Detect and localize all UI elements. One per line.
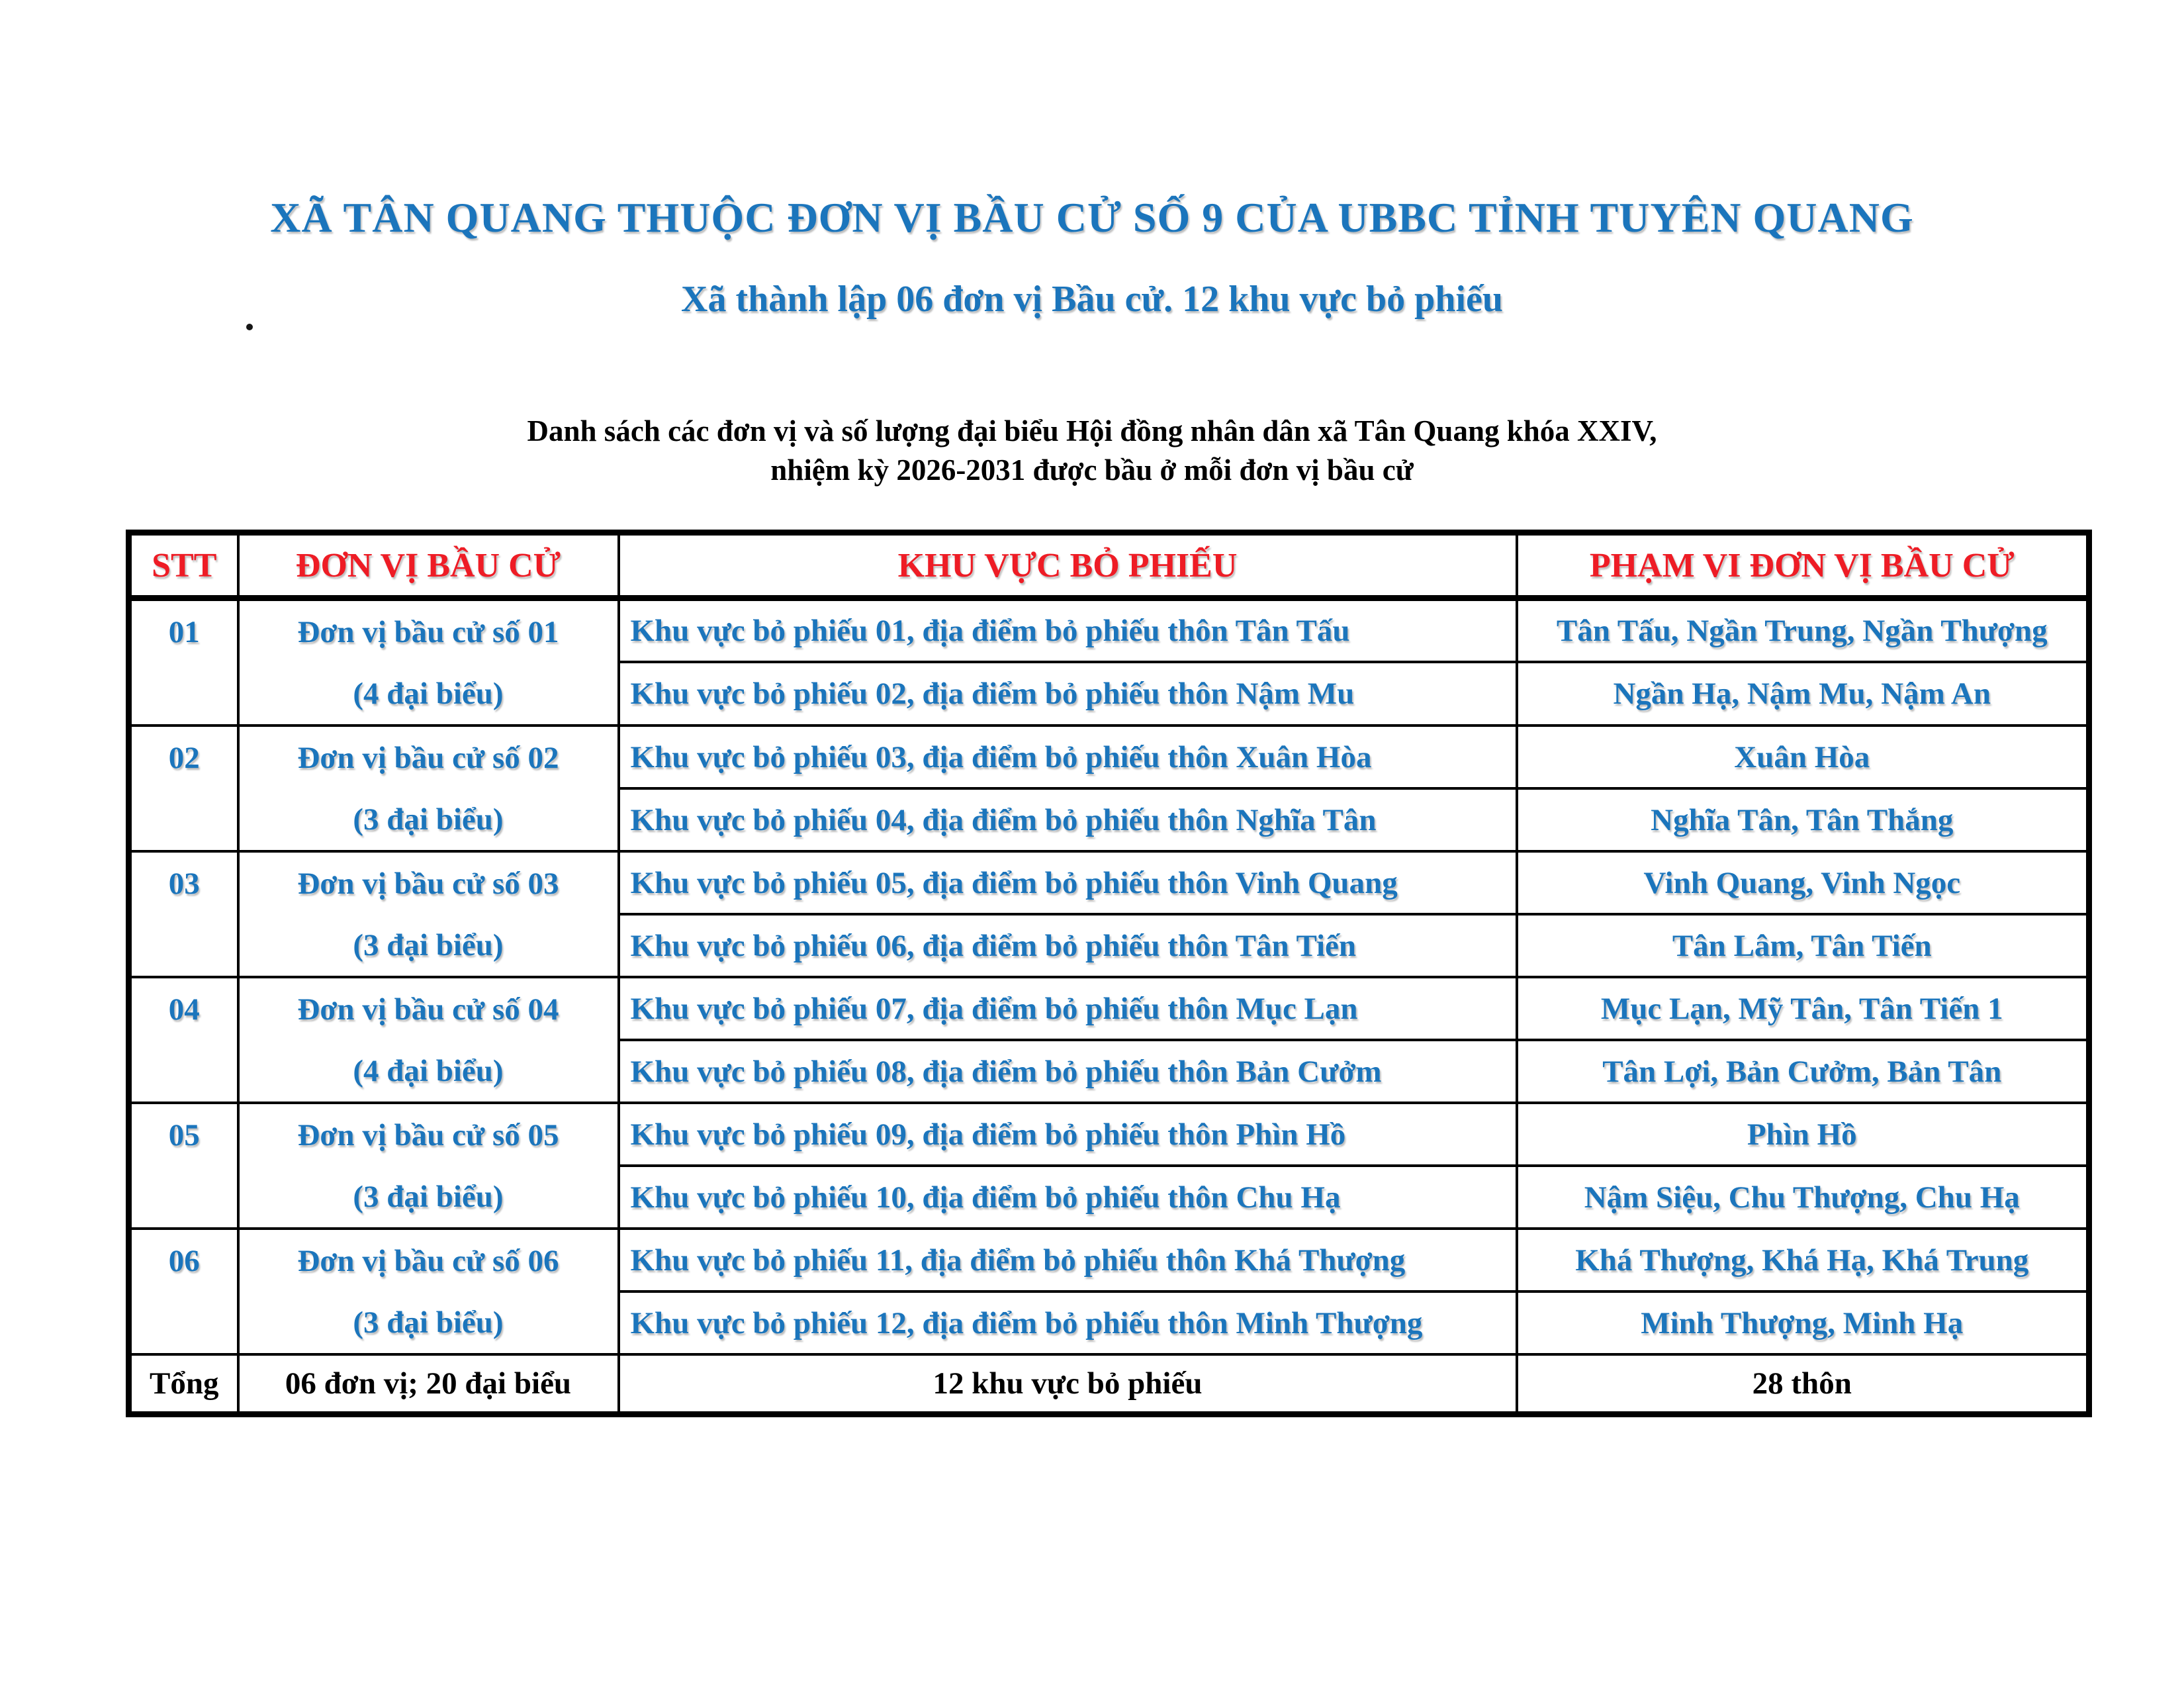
khu-vuc-cell: Khu vực bỏ phiếu 05, địa điểm bỏ phiếu thôn Vinh Quang (619, 851, 1517, 914)
total-pham-vi: 28 thôn (1517, 1354, 2089, 1414)
pham-vi-cell: Tân Tấu, Ngần Trung, Ngần Thượng (1517, 598, 2089, 662)
unit-delegates: (4 đại biểu) (353, 676, 504, 711)
table-row (129, 1103, 2089, 1166)
page-subtitle: Xã thành lập 06 đơn vị Bầu cử. 12 khu vực bỏ phiếu (681, 279, 1503, 320)
unit-delegates: (3 đại biểu) (353, 802, 504, 837)
header-stt: STT (129, 533, 238, 598)
stt-cell (129, 977, 238, 1103)
khu-vuc-cell: Khu vực bỏ phiếu 09, địa điểm bỏ phiếu thôn Phìn Hồ (619, 1103, 1517, 1166)
table-row (129, 726, 2089, 788)
unit-delegates: (3 đại biểu) (353, 1179, 504, 1214)
election-units-table (126, 530, 2092, 1417)
unit-cell (238, 1229, 619, 1354)
khu-vuc-cell: Khu vực bỏ phiếu 10, địa điểm bỏ phiếu thôn Chu Hạ (619, 1166, 1517, 1229)
unit-delegates: (4 đại biểu) (353, 1053, 504, 1088)
khu-vuc-cell: Khu vực bỏ phiếu 04, địa điểm bỏ phiếu thôn Nghĩa Tân (619, 788, 1517, 851)
page-title: XÃ TÂN QUANG THUỘC ĐƠN VỊ BẦU CỬ SỐ 9 CỦA UBBC TỈNH TUYÊN QUANG (270, 194, 1914, 241)
unit-name: Đơn vị bầu cử số 01 (297, 614, 559, 649)
header-don-vi-bau-cu: ĐƠN VỊ BẦU CỬ (238, 533, 619, 598)
table-row (129, 598, 2089, 662)
khu-vuc-cell: Khu vực bỏ phiếu 02, địa điểm bỏ phiếu thôn Nậm Mu (619, 662, 1517, 726)
header-pham-vi-don-vi-bau-cu: PHẠM VI ĐƠN VỊ BẦU CỬ (1517, 533, 2089, 598)
khu-vuc-cell: Khu vực bỏ phiếu 11, địa điểm bỏ phiếu thôn Khá Thượng (619, 1229, 1517, 1291)
pham-vi-cell: Xuân Hòa (1517, 726, 2089, 788)
stt-value: 04 (168, 992, 200, 1027)
pham-vi-cell: Tân Lâm, Tân Tiến (1517, 914, 2089, 977)
table-total-row (129, 1354, 2089, 1414)
unit-cell (238, 726, 619, 851)
unit-name: Đơn vị bầu cử số 04 (297, 992, 559, 1027)
table-caption-line1: Danh sách các đơn vị và số lượng đại biểu Hội đồng nhân dân xã Tân Quang khóa XXIV, (527, 414, 1657, 447)
unit-cell (238, 598, 619, 726)
pham-vi-cell: Nậm Siệu, Chu Thượng, Chu Hạ (1517, 1166, 2089, 1229)
khu-vuc-cell: Khu vực bỏ phiếu 03, địa điểm bỏ phiếu thôn Xuân Hòa (619, 726, 1517, 788)
total-khu-vuc: 12 khu vực bỏ phiếu (619, 1354, 1517, 1414)
pham-vi-cell: Vinh Quang, Vinh Ngọc (1517, 851, 2089, 914)
stt-value: 03 (168, 866, 200, 901)
total-don-vi: 06 đơn vị; 20 đại biểu (238, 1354, 619, 1414)
pham-vi-cell: Tân Lợi, Bản Cưởm, Bản Tân (1517, 1040, 2089, 1103)
stt-cell (129, 851, 238, 977)
unit-name: Đơn vị bầu cử số 05 (297, 1117, 559, 1152)
pham-vi-cell: Phìn Hồ (1517, 1103, 2089, 1166)
stray-period-mark (246, 324, 253, 330)
stt-cell (129, 1229, 238, 1354)
unit-cell (238, 851, 619, 977)
unit-name: Đơn vị bầu cử số 06 (297, 1243, 559, 1278)
pham-vi-cell: Mục Lạn, Mỹ Tân, Tân Tiến 1 (1517, 977, 2089, 1040)
table-caption-line2: nhiệm kỳ 2026-2031 được bầu ở mỗi đơn vị bầu cử (770, 453, 1414, 487)
unit-cell (238, 1103, 619, 1229)
table-row (129, 1229, 2089, 1291)
pham-vi-cell: Minh Thượng, Minh Hạ (1517, 1291, 2089, 1354)
unit-delegates: (3 đại biểu) (353, 1305, 504, 1340)
stt-cell (129, 598, 238, 726)
stt-value: 02 (168, 740, 200, 775)
khu-vuc-cell: Khu vực bỏ phiếu 12, địa điểm bỏ phiếu thôn Minh Thượng (619, 1291, 1517, 1354)
pham-vi-cell: Ngần Hạ, Nậm Mu, Nậm An (1517, 662, 2089, 726)
stt-value: 05 (168, 1117, 200, 1152)
table-row (129, 977, 2089, 1040)
khu-vuc-cell: Khu vực bỏ phiếu 06, địa điểm bỏ phiếu thôn Tân Tiến (619, 914, 1517, 977)
unit-delegates: (3 đại biểu) (353, 927, 504, 962)
stt-cell (129, 1103, 238, 1229)
stt-value: 06 (168, 1243, 200, 1278)
unit-name: Đơn vị bầu cử số 03 (297, 866, 559, 901)
khu-vuc-cell: Khu vực bỏ phiếu 08, địa điểm bỏ phiếu thôn Bản Cưởm (619, 1040, 1517, 1103)
pham-vi-cell: Khá Thượng, Khá Hạ, Khá Trung (1517, 1229, 2089, 1291)
header-khu-vuc-bo-phieu: KHU VỰC BỎ PHIẾU (619, 533, 1517, 598)
unit-cell (238, 977, 619, 1103)
khu-vuc-cell: Khu vực bỏ phiếu 01, địa điểm bỏ phiếu thôn Tân Tấu (619, 598, 1517, 662)
total-label: Tổng (129, 1354, 238, 1414)
table-header-row (129, 533, 2089, 598)
stt-cell (129, 726, 238, 851)
unit-name: Đơn vị bầu cử số 02 (297, 740, 559, 775)
pham-vi-cell: Nghĩa Tân, Tân Thắng (1517, 788, 2089, 851)
stt-value: 01 (168, 614, 200, 649)
khu-vuc-cell: Khu vực bỏ phiếu 07, địa điểm bỏ phiếu thôn Mục Lạn (619, 977, 1517, 1040)
table-row (129, 851, 2089, 914)
table-caption (0, 412, 2184, 490)
